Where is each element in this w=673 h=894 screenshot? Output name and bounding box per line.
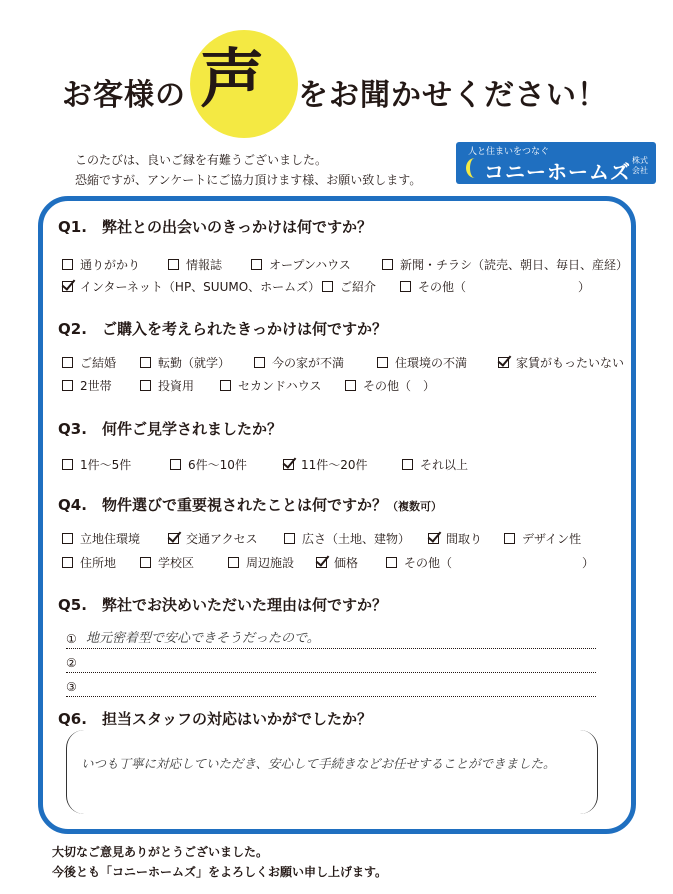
q2-option-marriage[interactable] bbox=[62, 354, 116, 371]
q2-option-two-generation[interactable] bbox=[62, 377, 112, 394]
checkbox[interactable] bbox=[284, 533, 295, 544]
handwritten-answer: 地元密着型で安心できそうだったので。 bbox=[86, 631, 320, 646]
question-3 bbox=[58, 418, 282, 439]
option-label: オープンハウス bbox=[269, 258, 351, 272]
answer-line-1[interactable] bbox=[66, 628, 596, 649]
logo-tagline: 人と住まいをつなぐ bbox=[468, 147, 550, 157]
q1-option-referral[interactable] bbox=[322, 278, 376, 295]
checkbox[interactable] bbox=[140, 357, 151, 368]
question-text: 担当スタッフの対応はいかがでしたか？ bbox=[102, 710, 373, 728]
q1-option-walkby[interactable] bbox=[62, 256, 140, 273]
checkbox[interactable] bbox=[62, 459, 73, 470]
q4-option-school[interactable] bbox=[140, 554, 194, 571]
footer-line: 今後とも「コニーホームズ」をよろしくお願い申し上げます。 bbox=[52, 865, 388, 879]
checkbox[interactable] bbox=[345, 380, 356, 391]
option-label: 立地住環境 bbox=[80, 532, 141, 546]
question-text: 弊社でお決めいただいた理由は何ですか？ bbox=[102, 596, 388, 614]
question-number: Q4. bbox=[58, 496, 87, 514]
option-label: 今の家が不満 bbox=[272, 356, 345, 370]
checkbox-checked[interactable] bbox=[62, 281, 73, 292]
q6-answer-box[interactable] bbox=[66, 730, 598, 814]
q4-option-size[interactable] bbox=[284, 530, 410, 547]
question-4 bbox=[58, 494, 442, 515]
answer-line-2[interactable] bbox=[66, 652, 596, 673]
checkbox[interactable] bbox=[382, 259, 393, 270]
option-label: その他（ bbox=[418, 280, 467, 294]
checkbox-checked[interactable] bbox=[428, 533, 439, 544]
logo-corp: 株式会社 bbox=[632, 156, 648, 175]
q4-option-location[interactable] bbox=[62, 530, 140, 547]
answer-marker: ② bbox=[66, 656, 77, 670]
option-label: ご紹介 bbox=[340, 280, 377, 294]
q3-option-1-5[interactable] bbox=[62, 456, 131, 473]
checkbox-checked[interactable] bbox=[283, 459, 294, 470]
checkbox[interactable] bbox=[400, 281, 411, 292]
checkbox[interactable] bbox=[377, 357, 388, 368]
option-label: 住環境の不満 bbox=[395, 356, 468, 370]
question-5 bbox=[58, 594, 387, 615]
checkbox[interactable] bbox=[504, 533, 515, 544]
option-label: その他（ bbox=[404, 556, 453, 570]
checkbox[interactable] bbox=[62, 533, 73, 544]
option-label: ご結婚 bbox=[80, 356, 117, 370]
q2-option-transfer[interactable] bbox=[140, 354, 230, 371]
option-label: インターネット（HP、SUUMO、ホームズ） bbox=[80, 280, 321, 294]
option-label: セカンドハウス bbox=[238, 379, 322, 393]
q1-option-other[interactable] bbox=[400, 278, 590, 295]
option-label: 情報誌 bbox=[186, 258, 223, 272]
logo-name: コニーホームズ bbox=[484, 160, 631, 184]
q2-option-second-house[interactable] bbox=[220, 377, 321, 394]
checkbox[interactable] bbox=[402, 459, 413, 470]
intro-text bbox=[75, 150, 421, 190]
q4-option-price[interactable] bbox=[316, 554, 358, 571]
checkbox[interactable] bbox=[170, 459, 181, 470]
question-2 bbox=[58, 318, 387, 339]
option-label: 広さ（土地、建物） bbox=[302, 532, 411, 546]
option-label: 家賃がもったいない bbox=[516, 356, 625, 370]
question-number: Q2. bbox=[58, 320, 87, 338]
answer-line-3[interactable] bbox=[66, 676, 596, 697]
close-paren: ） bbox=[423, 379, 436, 393]
question-1 bbox=[58, 216, 372, 237]
footer-line: 大切なご意見ありがとうございました。 bbox=[52, 845, 269, 859]
option-label: 2世帯 bbox=[80, 379, 112, 393]
q2-option-unhappy-home[interactable] bbox=[254, 354, 344, 371]
checkbox-checked[interactable] bbox=[168, 533, 179, 544]
question-text: 物件選びで重要視されたことは何ですか？ bbox=[102, 496, 388, 514]
close-paren: ） bbox=[582, 556, 595, 570]
checkbox[interactable] bbox=[254, 357, 265, 368]
q1-option-internet[interactable] bbox=[62, 278, 320, 295]
option-label: デザイン性 bbox=[522, 532, 582, 546]
option-label: その他（ bbox=[363, 379, 412, 393]
checkbox[interactable] bbox=[62, 557, 73, 568]
question-number: Q5. bbox=[58, 596, 87, 614]
company-logo bbox=[456, 142, 656, 184]
option-label: それ以上 bbox=[420, 458, 469, 472]
checkbox[interactable] bbox=[322, 281, 333, 292]
logo-swoosh-icon bbox=[466, 158, 484, 178]
question-text: 何件ご見学されましたか？ bbox=[102, 420, 283, 438]
checkbox[interactable] bbox=[62, 380, 73, 391]
footer bbox=[52, 842, 387, 882]
checkbox[interactable] bbox=[140, 557, 151, 568]
checkbox[interactable] bbox=[62, 357, 73, 368]
q2-option-rent[interactable] bbox=[498, 354, 624, 371]
q4-option-other[interactable] bbox=[386, 554, 594, 571]
question-6 bbox=[58, 708, 372, 729]
q3-option-6-10[interactable] bbox=[170, 456, 247, 473]
checkbox-checked[interactable] bbox=[316, 557, 327, 568]
q2-option-environment[interactable] bbox=[377, 354, 467, 371]
checkbox[interactable] bbox=[140, 380, 151, 391]
option-label: 交通アクセス bbox=[186, 532, 258, 546]
option-label: 周辺施設 bbox=[246, 556, 295, 570]
question-note: （複数可） bbox=[387, 500, 443, 513]
option-label: 11件～20件 bbox=[301, 458, 368, 472]
q4-option-facilities[interactable] bbox=[228, 554, 294, 571]
q4-option-design[interactable] bbox=[504, 530, 581, 547]
checkbox[interactable] bbox=[168, 259, 179, 270]
option-label: 1件～5件 bbox=[80, 458, 132, 472]
q3-option-more[interactable] bbox=[402, 456, 468, 473]
option-label: 住所地 bbox=[80, 556, 117, 570]
checkbox-checked[interactable] bbox=[498, 357, 509, 368]
checkbox[interactable] bbox=[220, 380, 231, 391]
option-label: 転勤（就学） bbox=[158, 356, 231, 370]
question-number: Q3. bbox=[58, 420, 87, 438]
q2-option-investment[interactable] bbox=[140, 377, 194, 394]
title-highlight: 声 bbox=[200, 43, 264, 117]
close-paren: ） bbox=[578, 280, 591, 294]
option-label: 6件～10件 bbox=[188, 458, 247, 472]
q1-option-magazine[interactable] bbox=[168, 256, 222, 273]
title-before: お客様の bbox=[62, 78, 186, 113]
question-text: ご購入を考えられたきっかけは何ですか？ bbox=[102, 320, 388, 338]
question-text: 弊社との出会いのきっかけは何ですか？ bbox=[102, 218, 373, 236]
q1-option-newspaper[interactable] bbox=[382, 256, 628, 273]
intro-line: 恐縮ですが、アンケートにご協力頂けます様、お願い致します。 bbox=[75, 173, 422, 187]
option-label: 学校区 bbox=[158, 556, 195, 570]
q4-option-layout[interactable] bbox=[428, 530, 482, 547]
checkbox[interactable] bbox=[62, 259, 73, 270]
handwritten-answer: いつも丁寧に対応していただき、安心して手続きなどお任せすることができました。 bbox=[81, 756, 556, 771]
question-number: Q6. bbox=[58, 710, 87, 728]
intro-line: このたびは、良いご縁を有難うございました。 bbox=[75, 153, 328, 167]
q2-option-other[interactable] bbox=[345, 377, 435, 394]
option-label: 通りがかり bbox=[80, 258, 141, 272]
question-number: Q1. bbox=[58, 218, 87, 236]
q3-option-11-20[interactable] bbox=[283, 456, 368, 473]
option-label: 新聞・チラシ（読売、朝日、毎日、産経） bbox=[400, 258, 629, 272]
checkbox[interactable] bbox=[386, 557, 397, 568]
answer-marker: ① bbox=[66, 632, 77, 646]
q4-option-address[interactable] bbox=[62, 554, 116, 571]
option-label: 間取り bbox=[446, 532, 483, 546]
title-after: をお聞かせください！ bbox=[298, 78, 608, 113]
q1-option-openhouse[interactable] bbox=[251, 256, 351, 273]
option-label: 価格 bbox=[334, 556, 359, 570]
option-label: 投資用 bbox=[158, 379, 195, 393]
q4-option-access[interactable] bbox=[168, 530, 258, 547]
answer-marker: ③ bbox=[66, 680, 77, 694]
checkbox[interactable] bbox=[228, 557, 239, 568]
checkbox[interactable] bbox=[251, 259, 262, 270]
